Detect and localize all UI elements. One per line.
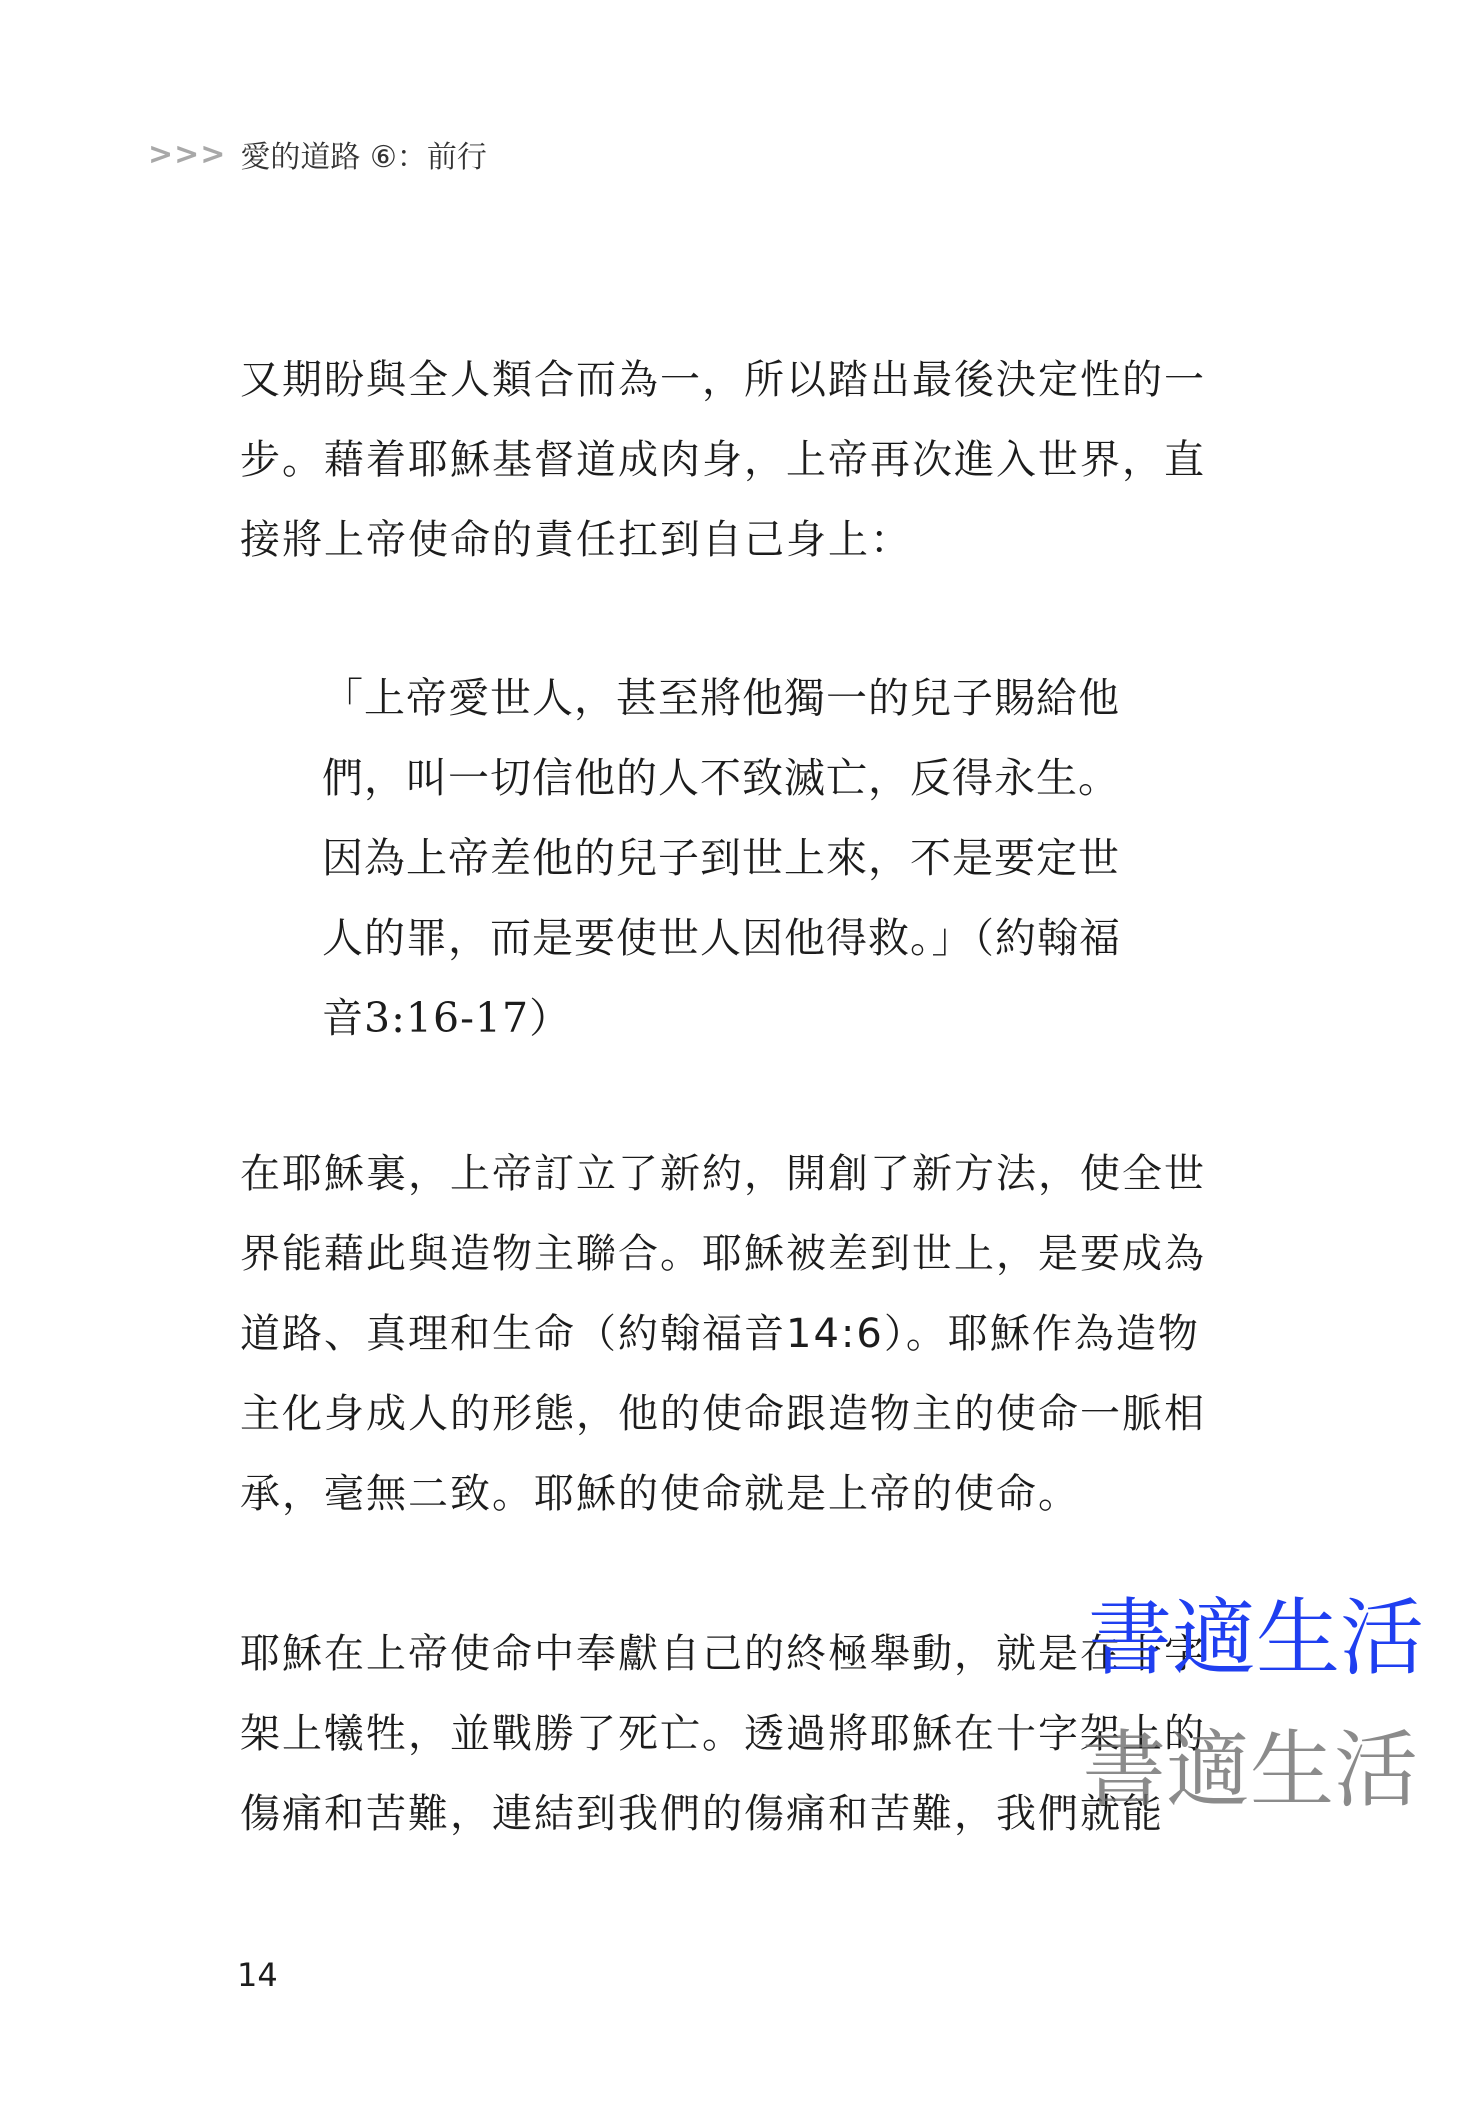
watermark-primary: 書適生活	[1088, 1589, 1425, 1687]
paragraph-2	[240, 1134, 1220, 1534]
paragraph-3	[240, 1614, 1220, 1854]
paragraph-1	[240, 340, 1220, 580]
quote-line: 人的罪，而是要使世人因他得救。」（約翰福	[322, 914, 1121, 962]
paragraph-line: 架上犧牲，並戰勝了死亡。透過將耶穌在十字架上的	[240, 1711, 1206, 1757]
quote-line: 「上帝愛世人，甚至將他獨一的兒子賜給他	[322, 674, 1120, 722]
running-header	[148, 132, 487, 176]
paragraph-line: 接將上帝使命的責任扛到自己身上：	[240, 517, 912, 563]
watermark-secondary: 書適生活	[1082, 1721, 1419, 1819]
paragraph-line: 又期盼與全人類合而為一，所以踏出最後決定性的一	[240, 357, 1206, 403]
quote-line: 音3:16-17）	[322, 994, 572, 1042]
paragraph-line: 耶穌在上帝使命中奉獻自己的終極舉動，就是在十字	[240, 1631, 1206, 1677]
paragraph-line: 界能藉此與造物主聯合。耶穌被差到世上，是要成為	[240, 1231, 1206, 1277]
page-number: 14	[237, 1956, 278, 1994]
header-arrows: >>>	[148, 136, 227, 172]
paragraph-line: 主化身成人的形態，他的使命跟造物主的使命一脈相	[240, 1391, 1206, 1437]
scripture-quote	[322, 658, 1222, 1058]
paragraph-line: 傷痛和苦難，連結到我們的傷痛和苦難，我們就能	[240, 1791, 1164, 1837]
paragraph-line: 步。藉着耶穌基督道成肉身，上帝再次進入世界，直	[240, 437, 1206, 483]
paragraph-line: 承，毫無二致。耶穌的使命就是上帝的使命。	[240, 1471, 1080, 1517]
quote-line: 因為上帝差他的兒子到世上來，不是要定世	[322, 834, 1120, 882]
paragraph-line: 道路、真理和生命（約翰福音14:6）。耶穌作為造物	[240, 1311, 1200, 1357]
quote-line: 們，叫一切信他的人不致滅亡，反得永生。	[322, 754, 1120, 802]
paragraph-line: 在耶穌裏，上帝訂立了新約，開創了新方法，使全世	[240, 1151, 1206, 1197]
header-title: 愛的道路 ⑥：前行	[240, 140, 487, 175]
